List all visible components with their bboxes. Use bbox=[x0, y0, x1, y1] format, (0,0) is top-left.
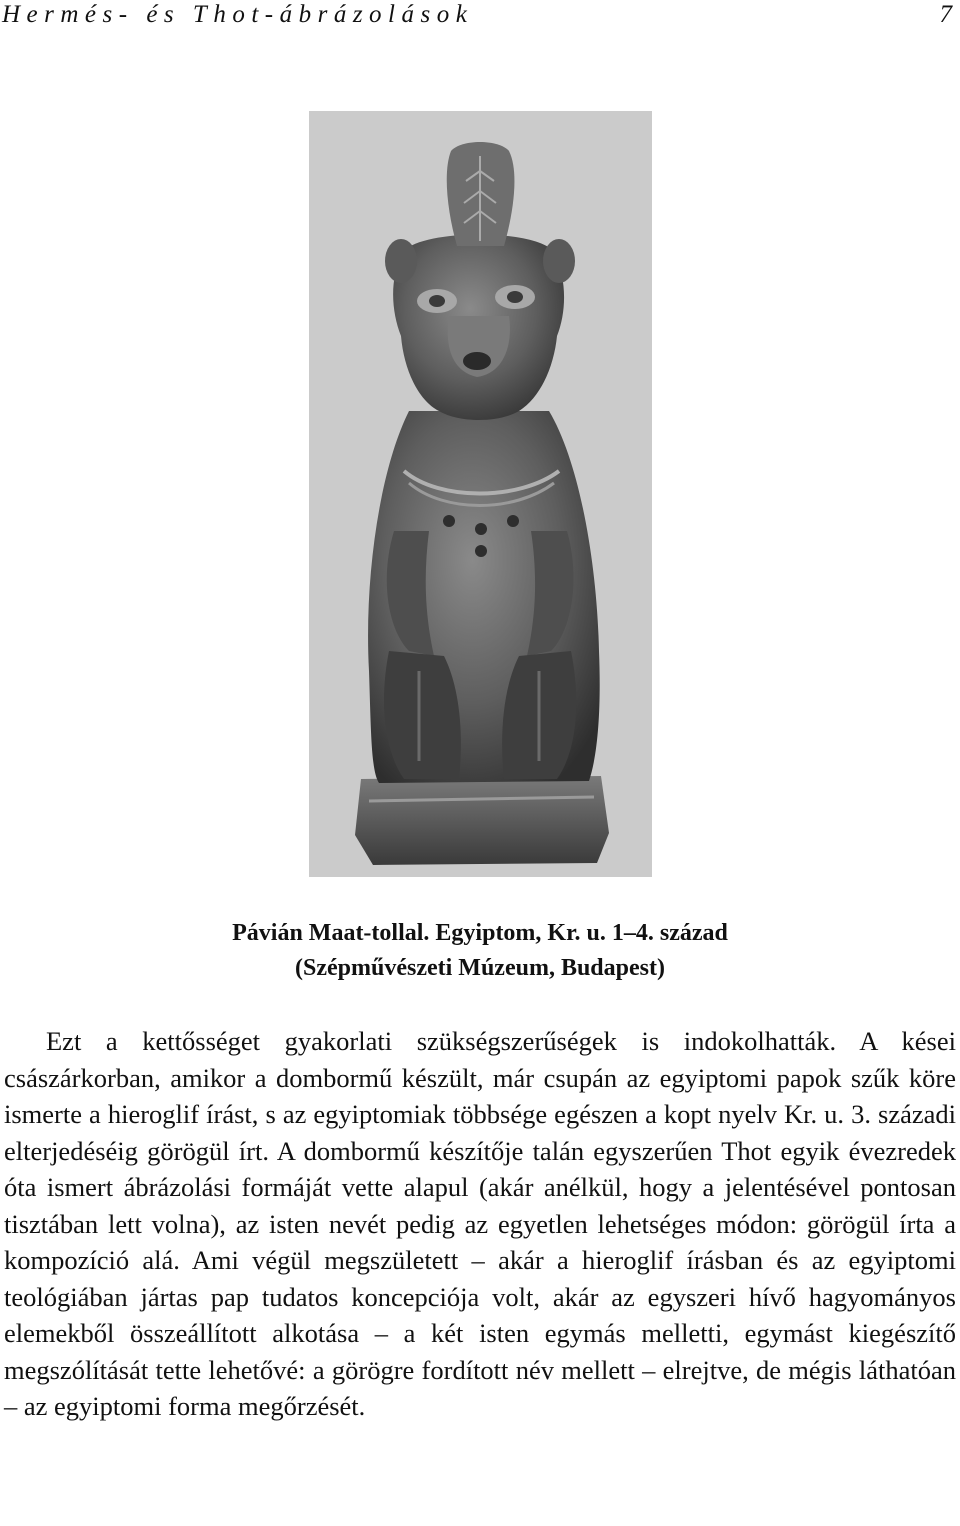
running-header-title: Hermés- és Thot-ábrázolások bbox=[2, 1, 474, 28]
running-header bbox=[2, 0, 952, 30]
baboon-statuette-photo bbox=[309, 111, 652, 877]
page-number: 7 bbox=[939, 1, 952, 28]
figure-caption bbox=[0, 916, 960, 986]
figure-caption-line-1: Pávián Maat-tollal. Egyiptom, Kr. u. 1–4. század bbox=[232, 920, 728, 946]
body-paragraph: Ezt a kettősséget gyakorlati szükségszerűségek is indokolhatták. A kései császárkorban, amikor a dombormű készült, már csupán az egyiptomi papok szűk köre ismerte a hieroglif írást, s az egyiptomiak többsége egészen a kopt nyelv Kr. u. 3. századi elterjedéséig görögül írt. A dombormű készítője talán egyszerűen Thot egyik évezredek óta ismert ábrázolási formáját vette alapul (akár anélkül, hogy a jelentésével pontosan tisztában lett volna), az isten nevét pedig az egyetlen lehetséges módon: görögül írta a kompozíció alá. Ami végül megszületett – akár a hieroglif írásban és az egyiptomi teológiában jártas pap tudatos koncepciója volt, akár az egyszeri hívő hagyományos elemekből összeállított alkotása – a két isten egymás melletti, egymást kiegészítő megszólítását tette lehetővé: a görögre fordított név mellett – elrejtve, de mégis láthatóan – az egyiptomi forma megőrzését. bbox=[4, 1026, 956, 1421]
figure-caption-line-2: (Szépművészeti Múzeum, Budapest) bbox=[295, 955, 665, 981]
